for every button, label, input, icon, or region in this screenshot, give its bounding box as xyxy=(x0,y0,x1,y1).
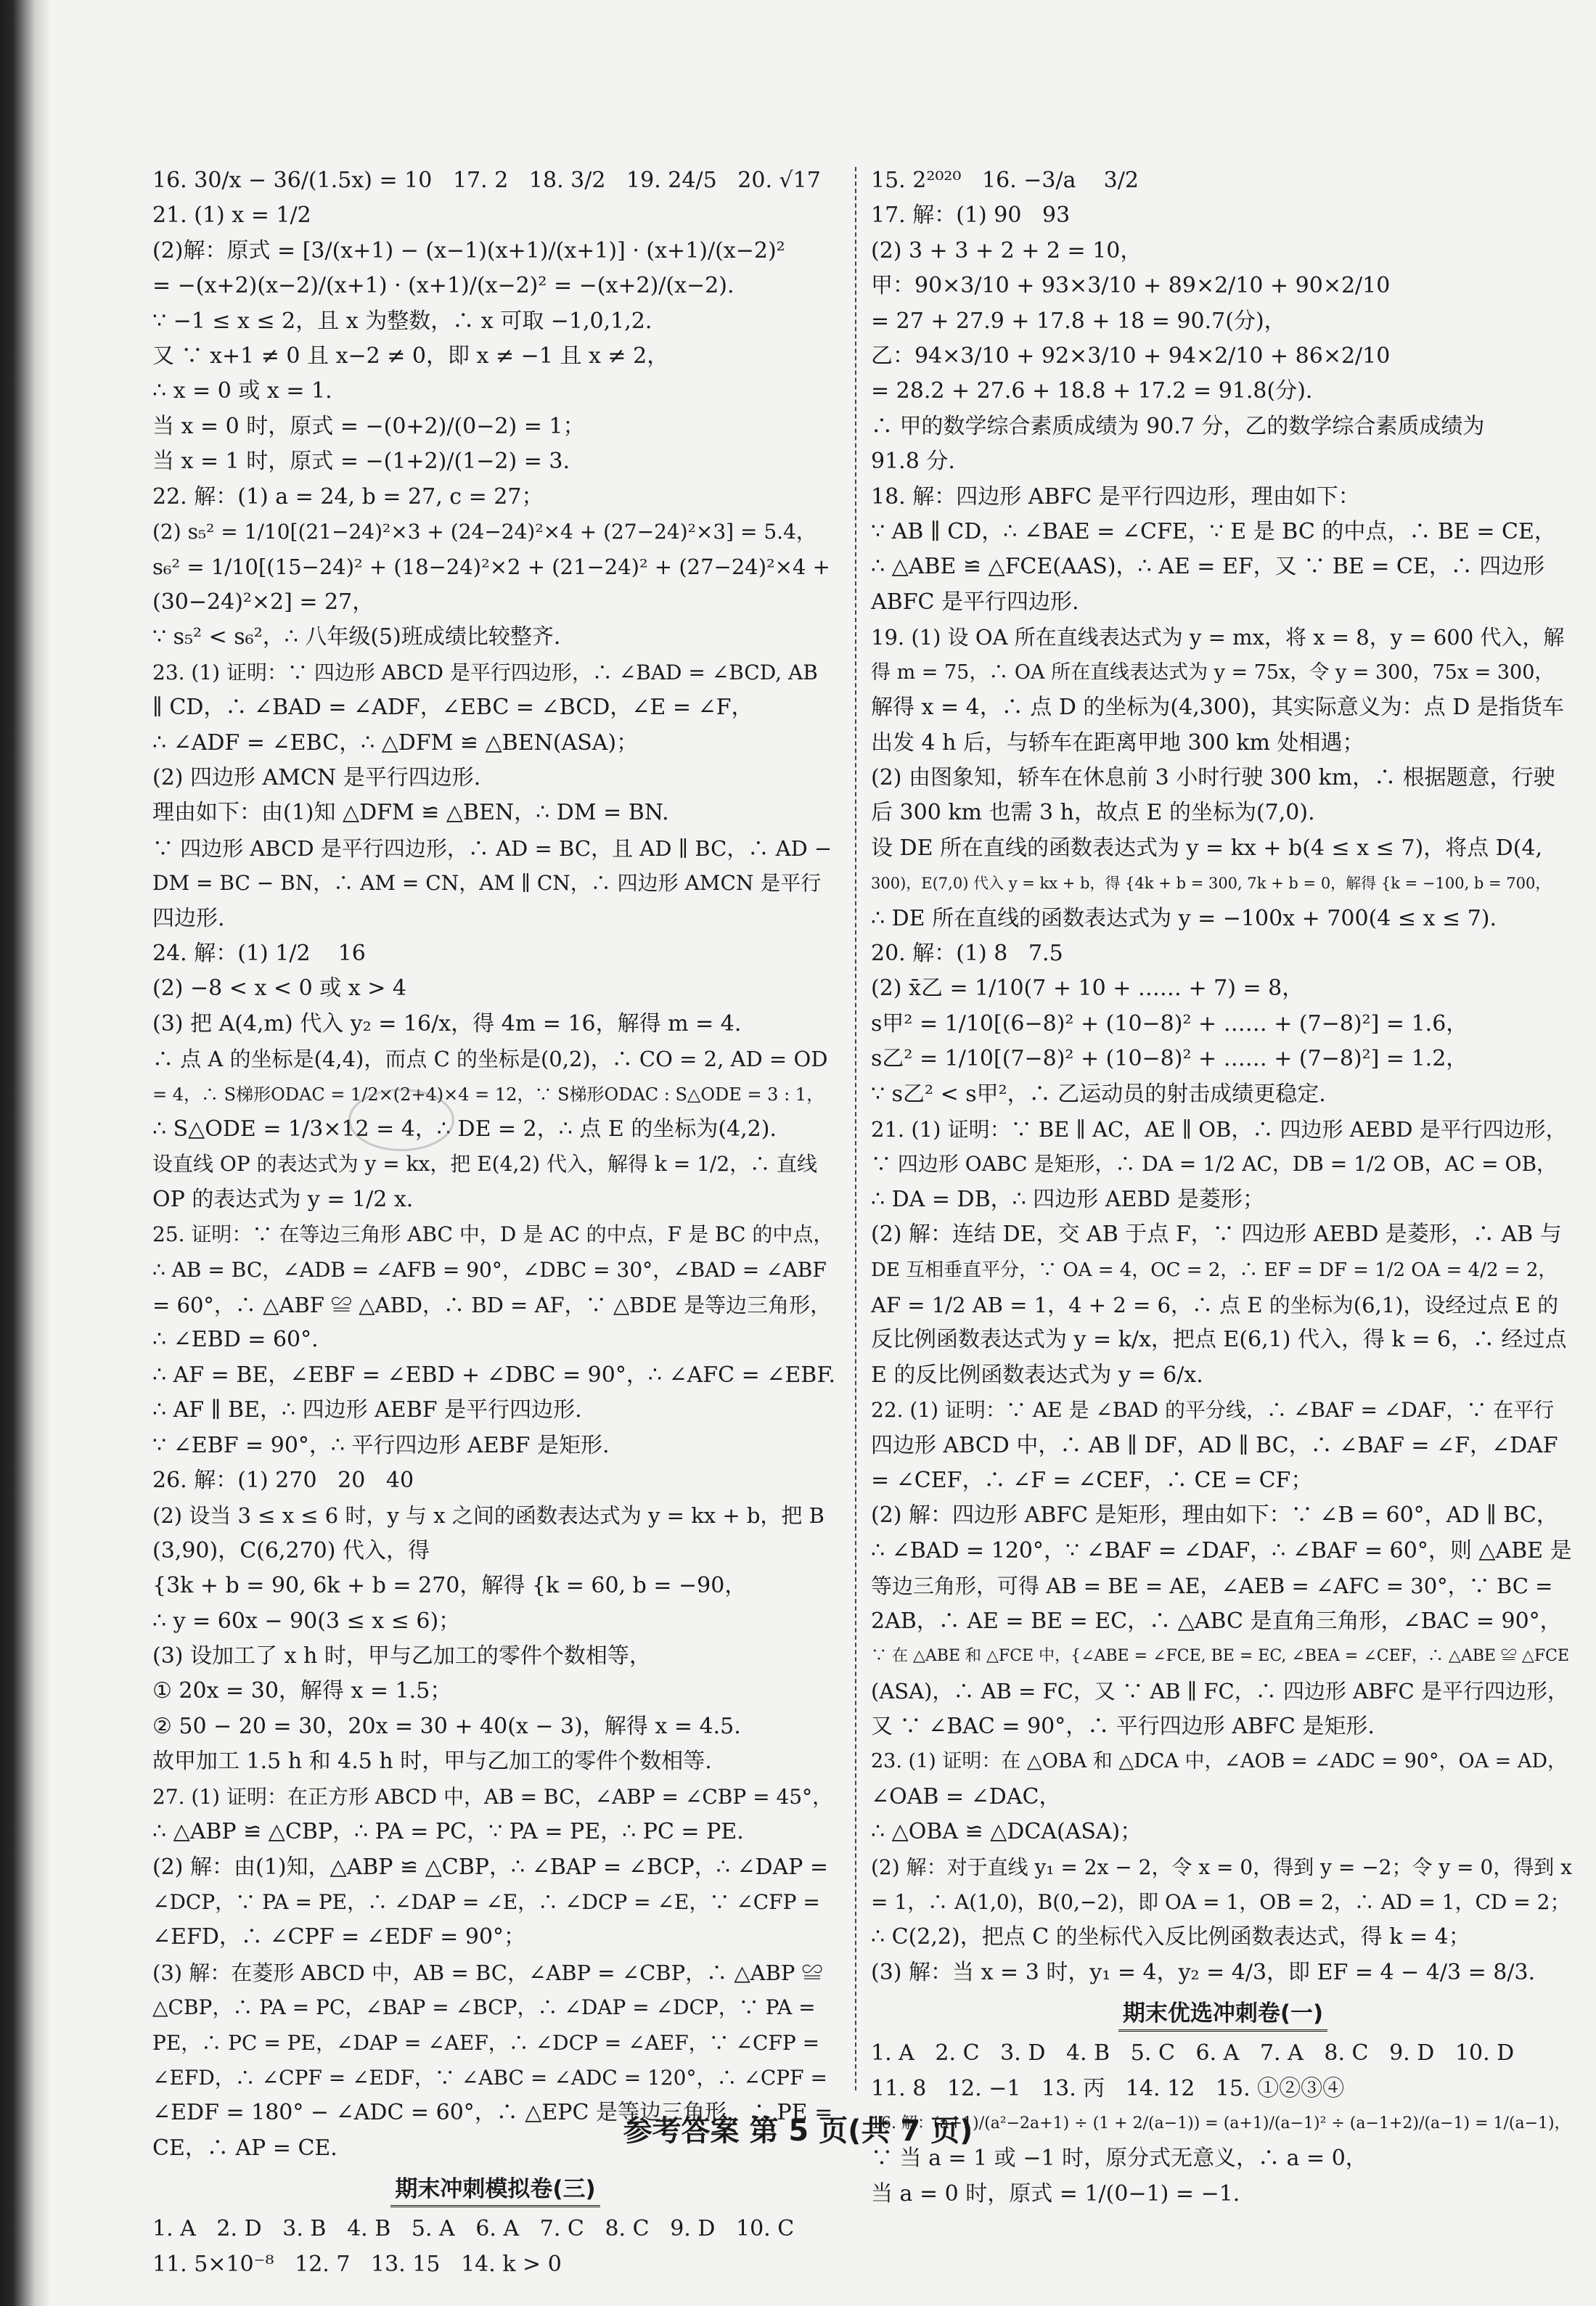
answer-line: = 1，∴ A(1,0)，B(0,−2)，即 OA = 1，OB = 2，∴ AD = 1，CD = 2； xyxy=(871,1889,1571,1914)
answer-line: (2) 由图象知，轿车在休息前 3 小时行驶 300 km，∴ 根据题意，行驶 xyxy=(871,764,1555,790)
answer-line: ∵ 当 a = 1 或 −1 时，原分式无意义，∴ a = 0， xyxy=(871,2146,1367,2172)
answer-line: (2) 解：四边形 ABFC 是矩形，理由如下：∵ ∠B = 60°，AD ∥ BC， xyxy=(871,1502,1558,1529)
answer-line: ② 50 − 20 = 30，20x = 30 + 40(x − 3)，解得 x = 4.5. xyxy=(152,1713,741,1739)
section-title xyxy=(152,2173,838,2207)
answer-line: 26. 解：(1) 270 20 40 xyxy=(152,1468,414,1494)
page-binding-shadow xyxy=(0,0,51,2306)
answer-line: (3) 把 A(4,m) 代入 y₂ = 16/x，得 4m = 16，解得 m = 4. xyxy=(152,1010,742,1037)
answer-line: 24. 解：(1) 1/2 16 xyxy=(152,940,366,966)
answer-line: 当 x = 1 时，原式 = −(1+2)/(1−2) = 3. xyxy=(152,449,570,475)
section-title-text: 期末冲刺模拟卷(三) xyxy=(390,2173,599,2207)
answer-line: (2) x̄乙 = 1/10(7 + 10 + …… + 7) = 8， xyxy=(871,976,1304,1002)
answer-line: E 的反比例函数表达式为 y = 6/x. xyxy=(871,1362,1203,1388)
answer-line: ∴ S△ODE = 1/3×12 = 4，∴ DE = 2，∴ 点 E 的坐标为(4,2). xyxy=(152,1116,777,1142)
answer-line: ∴ y = 60x − 90(3 ≤ x ≤ 6)； xyxy=(152,1608,461,1634)
answer-line: s₆² = 1/10[(15−24)² + (18−24)²×2 + (21−24)² + (27−24)²×4 + xyxy=(152,555,830,580)
answer-line: DM = BC − BN，∴ AM = CN，AM ∥ CN，∴ 四边形 AMCN 是平行 xyxy=(152,871,822,896)
answer-line: ∴ ∠BAD = 120°，∵ ∠BAF = ∠DAF，∴ ∠BAF = 60°，则 △ABE 是 xyxy=(871,1537,1572,1563)
answer-line: (2) 四边形 AMCN 是平行四边形. xyxy=(152,764,481,790)
answer-line: △CBP，∴ PA = PC，∠BAP = ∠BCP，∴ ∠DAP = ∠DCP，∵ PA = xyxy=(152,1995,816,2020)
answer-line: = 4，∴ S梯形ODAC = 1/2×(2+4)×4 = 12，∵ S梯形ODAC : S△ODE = 3 : 1， xyxy=(152,1084,824,1105)
answer-line: CE，∴ AP = CE. xyxy=(152,2135,337,2161)
answer-line: (ASA)，∴ AB = FC，又 ∵ AB ∥ FC，∴ 四边形 ABFC 是平行四边形， xyxy=(871,1679,1568,1704)
answer-line: 故甲加工 1.5 h 和 4.5 h 时，甲与乙加工的零件个数相等. xyxy=(152,1749,712,1775)
answer-line: ∴ 甲的数学综合素质成绩为 90.7 分，乙的数学综合素质成绩为 xyxy=(871,413,1485,439)
answer-line: 乙：94×3/10 + 92×3/10 + 94×2/10 + 86×2/10 xyxy=(871,343,1391,369)
section-title-text: 期末优选冲刺卷(一) xyxy=(1118,1998,1327,2032)
answer-line: ∵ ∠EBF = 90°，∴ 平行四边形 AEBF 是矩形. xyxy=(152,1432,610,1458)
answer-line: s乙² = 1/10[(7−8)² + (10−8)² + …… + (7−8)²] = 1.2， xyxy=(871,1046,1468,1072)
answer-line: 23. (1) 证明：∵ 四边形 ABCD 是平行四边形，∴ ∠BAD = ∠BCD, AB xyxy=(152,660,818,684)
answer-line: (2) 设当 3 ≤ x ≤ 6 时，y 与 x 之间的函数表达式为 y = kx + b，把 B xyxy=(152,1503,824,1529)
answer-line: ∵ 四边形 OABC 是矩形，∴ DA = 1/2 AC，DB = 1/2 OB，AC = OB， xyxy=(871,1152,1558,1177)
answer-line: (3) 解：在菱形 ABCD 中，AB = BC，∠ABP = ∠CBP，∴ △ABP ≌ xyxy=(152,1960,823,1985)
answer-line: ∵ 在 △ABE 和 △FCE 中，{∠ABE = ∠FCE, BE = EC, ∠BEA = ∠CEF，∴ △ABE ≌ △FCE xyxy=(871,1647,1570,1666)
answer-line: ∴ △ABP ≌ △CBP，∴ PA = PC，∵ PA = PE，∴ PC = PE. xyxy=(152,1819,744,1845)
answer-line: ∴ x = 0 或 x = 1. xyxy=(152,378,332,404)
answer-line: 当 x = 0 时，原式 = −(0+2)/(0−2) = 1； xyxy=(152,413,585,439)
answer-line: ∴ AB = BC，∠ADB = ∠AFB = 90°，∠DBC = 30°，∠BAD = ∠ABF xyxy=(152,1257,827,1282)
answer-line: 27. (1) 证明：在正方形 ABCD 中，AB = BC，∠ABP = ∠CBP = 45°， xyxy=(152,1784,833,1809)
answer-line: 出发 4 h 后，与轿车在距离甲地 300 km 处相遇； xyxy=(871,729,1364,756)
answer-line: 21. (1) x = 1/2 xyxy=(152,203,311,229)
answer-line: 1. A 2. D 3. B 4. B 5. A 6. A 7. C 8. C 9. D 10. C xyxy=(152,2216,795,2242)
answer-line: (2) 3 + 3 + 2 + 2 = 10， xyxy=(871,237,1142,263)
answer-line: 11. 8 12. −1 13. 丙 14. 12 15. ①②③④ xyxy=(871,2075,1345,2101)
answer-line: = 28.2 + 27.6 + 18.8 + 17.2 = 91.8(分). xyxy=(871,378,1313,404)
answer-line: (2) 解：由(1)知，△ABP ≌ △CBP，∴ ∠BAP = ∠BCP，∴ ∠DAP = xyxy=(152,1854,829,1880)
answer-line: ∵ −1 ≤ x ≤ 2，且 x 为整数，∴ x 可取 −1,0,1,2. xyxy=(152,308,652,334)
answer-line: s甲² = 1/10[(6−8)² + (10−8)² + …… + (7−8)²] = 1.6， xyxy=(871,1010,1468,1037)
answer-line: 解得 x = 4，∴ 点 D 的坐标为(4,300)，其实际意义为：点 D 是指货车 xyxy=(871,695,1564,721)
answer-line: ∴ 点 A 的坐标是(4,4)，而点 C 的坐标是(0,2)，∴ CO = 2, AD = OD xyxy=(152,1047,828,1072)
answer-line: (2) 解：连结 DE，交 AB 于点 F，∵ 四边形 AEBD 是菱形，∴ AB 与 xyxy=(871,1222,1562,1248)
answer-line: ∴ DA = DB，∴ 四边形 AEBD 是菱形； xyxy=(871,1186,1265,1212)
answer-line: ABFC 是平行四边形. xyxy=(871,589,1079,615)
answer-line: ∴ AF ∥ BE，∴ 四边形 AEBF 是平行四边形. xyxy=(152,1397,582,1423)
answer-line: = 60°，∴ △ABF ≌ △ABD，∴ BD = AF，∵ △BDE 是等边三角形， xyxy=(152,1293,832,1317)
answer-line: 22. (1) 证明：∵ AE 是 ∠BAD 的平分线，∴ ∠BAF = ∠DAF，∵ 在平行 xyxy=(871,1398,1555,1423)
answer-line: AF = 1/2 AB = 1，4 + 2 = 6，∴ 点 E 的坐标为(6,1)，设经过点 E 的 xyxy=(871,1293,1559,1317)
answer-line: OP 的表达式为 y = 1/2 x. xyxy=(152,1186,414,1212)
answer-line: ∠EFD，∴ ∠CPF = ∠EDF = 90°； xyxy=(152,1924,526,1950)
answer-line: (2) s₅² = 1/10[(21−24)²×3 + (24−24)²×4 + (27−24)²×3] = 5.4， xyxy=(152,520,817,544)
answer-line: 得 m = 75，∴ OA 所在直线表达式为 y = 75x，令 y = 300，75x = 300， xyxy=(871,661,1555,684)
answer-line: ∴ AF = BE，∠EBF = ∠EBD + ∠DBC = 90°，∴ ∠AFC = ∠EBF. xyxy=(152,1362,836,1388)
answer-line: 反比例函数表达式为 y = k/x，把点 E(6,1) 代入，得 k = 6，∴ 经过点 xyxy=(871,1327,1567,1353)
answer-line: ∠OAB = ∠DAC， xyxy=(871,1783,1061,1810)
answer-line: ∥ CD，∴ ∠BAD = ∠ADF，∠EBC = ∠BCD，∠E = ∠F， xyxy=(152,695,753,721)
answer-line: 16. 解：(a+1)/(a²−2a+1) ÷ (1 + 2/(a−1)) = (a+1)/(a−1)² ÷ (a−1+2)/(a−1) = 1/(a−1)， xyxy=(871,2114,1571,2133)
answer-line: 11. 5×10⁻⁸ 12. 7 13. 15 14. k > 0 xyxy=(152,2251,562,2277)
section-title xyxy=(871,1998,1575,2032)
answer-line: 当 a = 0 时，原式 = 1/(0−1) = −1. xyxy=(871,2180,1240,2207)
right-answer-column xyxy=(871,163,1575,2212)
answer-line: ∴ △ABE ≌ △FCE(AAS)，∴ AE = EF，又 ∵ BE = CE，∴ 四边形 xyxy=(871,554,1545,580)
answer-line: {3k + b = 90, 6k + b = 270，解得 {k = 60, b = −90， xyxy=(152,1573,747,1599)
answer-line: PE，∴ PC = PE，∠DAP = ∠AEF，∴ ∠DCP = ∠AEF，∵ ∠CFP = xyxy=(152,2030,820,2055)
answer-line: 20. 解：(1) 8 7.5 xyxy=(871,940,1063,966)
answer-line: 又 ∵ ∠BAC = 90°，∴ 平行四边形 ABFC 是矩形. xyxy=(871,1713,1375,1739)
answer-line: 设直线 OP 的表达式为 y = kx，把 E(4,2) 代入，解得 k = 1/2，∴ 直线 xyxy=(152,1152,818,1177)
answer-line: (30−24)²×2] = 27， xyxy=(152,589,375,615)
answer-line: ∵ s₅² < s₆²，∴ 八年级(5)班成绩比较整齐. xyxy=(152,624,561,650)
answer-line: (2) 解：对于直线 y₁ = 2x − 2，令 x = 0，得到 y = −2；令 y = 0，得到 x xyxy=(871,1855,1572,1879)
answer-line: 理由如下：由(1)知 △DFM ≌ △BEN，∴ DM = BN. xyxy=(152,800,669,826)
answer-line: 91.8 分. xyxy=(871,449,955,475)
answer-line: ∠EFD，∴ ∠CPF = ∠EDF，∵ ∠ABC = ∠ADC = 120°，∴ ∠CPF = xyxy=(152,2065,827,2090)
answer-line: ∴ C(2,2)，把点 C 的坐标代入反比例函数表达式，得 k = 4； xyxy=(871,1924,1470,1950)
answer-line: = 27 + 27.9 + 17.8 + 18 = 90.7(分)， xyxy=(871,308,1286,334)
answer-line: 又 ∵ x+1 ≠ 0 且 x−2 ≠ 0，即 x ≠ −1 且 x ≠ 2， xyxy=(152,343,669,369)
answer-line: ∵ 四边形 ABCD 是平行四边形，∴ AD = BC，且 AD ∥ BC，∴ AD − xyxy=(152,835,832,861)
answer-line: ∵ AB ∥ CD，∴ ∠BAE = ∠CFE，∵ E 是 BC 的中点，∴ BE = CE， xyxy=(871,519,1556,545)
answer-line: = −(x+2)(x−2)/(x+1) · (x+1)/(x−2)² = −(x+2)/(x−2). xyxy=(152,273,734,299)
answer-line: (3) 设加工了 x h 时，甲与乙加工的零件个数相等， xyxy=(152,1643,651,1669)
answer-line: 17. 解：(1) 90 93 xyxy=(871,203,1071,229)
answer-line: (2)解：原式 = [3/(x+1) − (x−1)(x+1)/(x+1)] · (x+1)/(x−2)² xyxy=(152,237,785,263)
column-divider xyxy=(855,167,856,2090)
answer-line: (3) 解：当 x = 3 时，y₁ = 4，y₂ = 4/3，即 EF = 4 − 4/3 = 8/3. xyxy=(871,1959,1536,1985)
page-footer: 参考答案 第 5 页(共 7 页) xyxy=(623,2114,973,2148)
answer-line: 设 DE 所在直线的函数表达式为 y = kx + b(4 ≤ x ≤ 7)，将点 D(4, xyxy=(871,835,1543,861)
answer-line: ① 20x = 30，解得 x = 1.5； xyxy=(152,1678,452,1704)
answer-line: (3,90)，C(6,270) 代入，得 xyxy=(152,1537,430,1563)
answer-line: ∴ ∠EBD = 60°. xyxy=(152,1327,319,1353)
answer-line: 后 300 km 也需 3 h，故点 E 的坐标为(7,0). xyxy=(871,800,1315,826)
answer-line: 甲：90×3/10 + 93×3/10 + 89×2/10 + 90×2/10 xyxy=(871,273,1391,299)
answer-line: ∴ ∠ADF = ∠EBC，∴ △DFM ≌ △BEN(ASA)； xyxy=(152,729,639,756)
answer-line: 等边三角形，可得 AB = BE = AE，∠AEB = ∠AFC = 30°，∵ BC = xyxy=(871,1574,1553,1599)
answer-line: 22. 解：(1) a = 24, b = 27, c = 27； xyxy=(152,483,544,510)
answer-line: 四边形 ABCD 中，∴ AB ∥ DF，AD ∥ BC，∴ ∠BAF = ∠F，∠DAF xyxy=(871,1432,1558,1458)
answer-line: 18. 解：四边形 ABFC 是平行四边形，理由如下： xyxy=(871,483,1360,510)
answer-line: 23. (1) 证明：在 △OBA 和 △DCA 中，∠AOB = ∠ADC = 90°，OA = AD， xyxy=(871,1750,1568,1773)
answer-line: 1. A 2. C 3. D 4. B 5. C 6. A 7. A 8. C 9. D 10. D xyxy=(871,2040,1515,2066)
answer-line: ∠DCP，∵ PA = PE，∴ ∠DAP = ∠E，∴ ∠DCP = ∠E，∵ ∠CFP = xyxy=(152,1889,820,1914)
answer-line: (2) −8 < x < 0 或 x > 4 xyxy=(152,976,406,1002)
faint-stamp-mark xyxy=(348,1089,454,1151)
answer-line: ∴ DE 所在直线的函数表达式为 y = −100x + 700(4 ≤ x ≤ 7). xyxy=(871,905,1497,931)
answer-line: 300)，E(7,0) 代入 y = kx + b，得 {4k + b = 300, 7k + b = 0，解得 {k = −100, b = 700， xyxy=(871,875,1551,893)
answer-line: 25. 证明：∵ 在等边三角形 ABC 中，D 是 AC 的中点，F 是 BC 的中点， xyxy=(152,1222,834,1247)
answer-line: ∵ s乙² < s甲²，∴ 乙运动员的射击成绩更稳定. xyxy=(871,1081,1326,1107)
answer-line: 15. 2²⁰²⁰ 16. −3/a 3/2 xyxy=(871,168,1139,193)
answer-line: 2AB，∴ AE = BE = EC，∴ △ABC 是直角三角形，∠BAC = 90°， xyxy=(871,1608,1562,1634)
left-answer-column xyxy=(152,163,838,2282)
answer-line: ∠EDF = 180° − ∠ADC = 60°，∴ △EPC 是等边三角形，∴ PE = xyxy=(152,2100,833,2126)
answer-line: = ∠CEF，∴ ∠F = ∠CEF，∴ CE = CF； xyxy=(871,1468,1313,1494)
answer-line: 16. 30/x − 36/(1.5x) = 10 17. 2 18. 3/2 19. 24/5 20. √17 xyxy=(152,168,821,193)
answer-line: ∴ △OBA ≌ △DCA(ASA)； xyxy=(871,1819,1142,1845)
answer-line: DE 互相垂直平分，∵ OA = 4，OC = 2，∴ EF = DF = 1/2 OA = 4/2 = 2， xyxy=(871,1259,1558,1281)
answer-line: 19. (1) 设 OA 所在直线表达式为 y = mx，将 x = 8，y = 600 代入，解 xyxy=(871,625,1565,650)
answer-line: 21. (1) 证明：∵ BE ∥ AC，AE ∥ OB，∴ 四边形 AEBD 是平行四边形， xyxy=(871,1116,1567,1142)
answer-line: 四边形. xyxy=(152,905,225,931)
